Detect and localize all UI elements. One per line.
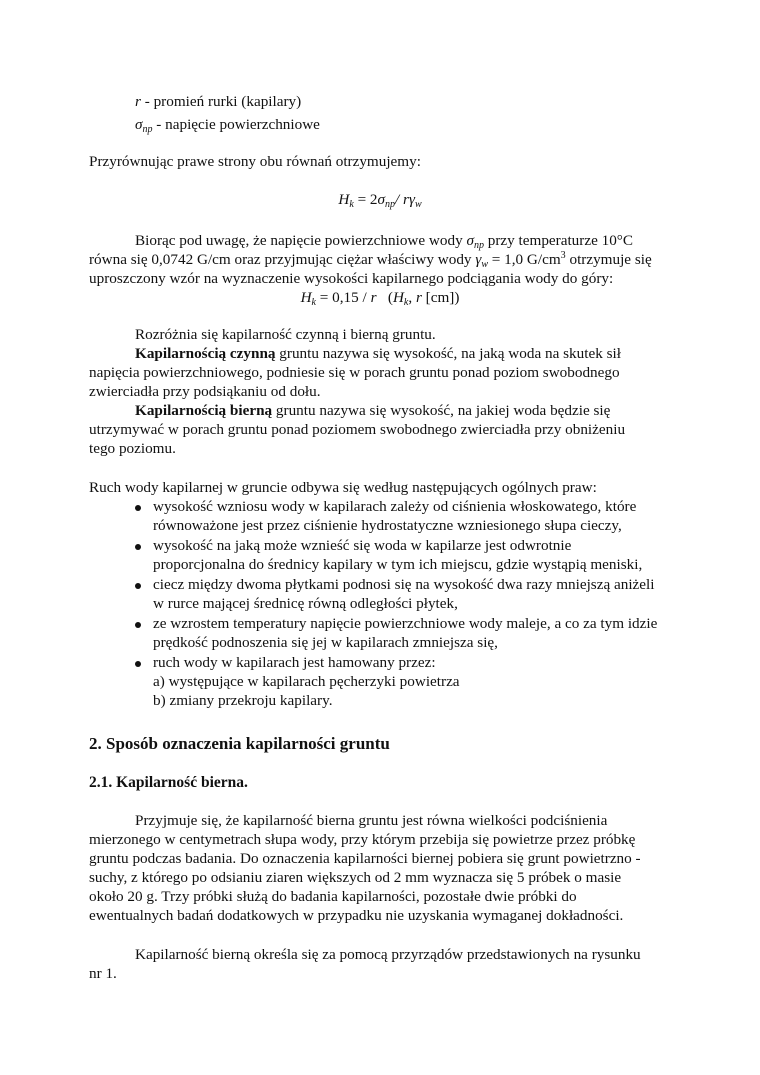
law-5-item-a: a) występujące w kapilarach pęcherzyki powietrza [153,673,460,690]
law-5-item-b: b) zmiany przekroju kapilary. [153,692,333,709]
para-taking-line1: Biorąc pod uwagę, że napięcie powierzchniowe wody $\sigma_{np}$ przy temperaturze 10°C [135,232,633,251]
active-capillarity-line3: zwierciadła przy podsiąkaniu od dołu. [89,383,321,400]
law-4-line1: ze wzrostem temperatury napięcie powierzchniowe wody maleje, a co za tym idzie [153,615,658,632]
formula-capillary-height: $H_k = 2\sigma_{np}/$ $r\gamma_w$ [338,191,422,210]
para-kinds-intro: Rozróżnia się kapilarność czynną i bierną gruntu. [135,326,436,343]
law-2-line1: wysokość na jaką może wznieść się woda w kapilarze jest odwrotnie [153,537,572,554]
method-line3: gruntu podczas badania. Do oznaczenia kapilarności biernej pobiera się grunt powietrzno - [89,850,641,867]
law-4-line2: prędkość podnoszenia się jej w kapilarach zmniejsza się, [153,634,498,651]
law-3-line2: w rurce mającej średnicę równą odległości płytek, [153,595,458,612]
term-active-capillarity: Kapilarnością czynną [135,345,276,362]
figure-ref-line1: Kapilarność bierną określa się za pomocą przyrządów przedstawionych na rysunku [135,946,641,963]
passive-capillarity-line1: Kapilarnością bierną gruntu nazywa się wysokość, na jakiej woda będzie się [135,402,611,419]
active-capillarity-line2: napięcia powierzchniowego, podniesie się w porach gruntu ponad poziom swobodnego [89,364,620,381]
passive-capillarity-line3: tego poziomu. [89,440,176,457]
law-1-line2: równoważone jest przez ciśnienie hydrostatyczne wzniesionego słupa cieczy, [153,517,622,534]
definition-sigma: $\sigma_{np}$ - napięcie powierzchniowe [135,116,320,135]
bullet-icon [135,622,141,628]
method-line5: około 20 g. Trzy próbki służą do badania kapilarności, pozostałe dwie próbki do [89,888,577,905]
law-2-line2: proporcjonalna do średnicy kapilary w tym ich miejscu, gdzie wystąpią meniski, [153,556,643,573]
bullet-icon [135,583,141,589]
symbol-sigma: σ [135,116,143,133]
para-taking-line2: równa się 0,0742 G/cm oraz przyjmując ciężar właściwy wody $\gamma_w = 1,0$ $G/cm^3$ otrzymuje się [89,250,652,270]
bullet-icon [135,505,141,511]
law-3-line1: ciecz między dwoma płytkami podnosi się na wysokość dwa razy mniejszą aniżeli [153,576,655,593]
passive-capillarity-line2: utrzymywać w porach gruntu ponad poziomem swobodnego zwierciadła przy obniżeniu [89,421,626,438]
figure-ref-line2: nr 1. [89,965,117,982]
active-capillarity-line1: Kapilarnością czynną gruntu nazywa się wysokość, na jaką woda na skutek sił [135,345,621,362]
section-heading-2: 2. Sposób oznaczenia kapilarności gruntu [89,734,390,753]
laws-intro: Ruch wody kapilarnej w gruncie odbywa się według następujących ogólnych praw: [89,479,597,496]
law-5-line1: ruch wody w kapilarach jest hamowany przez: [153,654,436,671]
method-line1: Przyjmuje się, że kapilarność bierna gruntu jest równa wielkości podciśnienia [135,812,608,829]
definition-r: r - promień rurki (kapilary) [135,93,302,110]
bullet-icon [135,544,141,550]
term-passive-capillarity: Kapilarnością bierną [135,402,273,419]
method-line4: suchy, z którego po odsianiu ziaren większych od 2 mm wyznacza się 5 próbek o masie [89,869,622,886]
method-line2: mierzonego w centymetrach słupa wody, przy którym przebija się powietrze przez próbkę [89,831,636,848]
para-taking-line3: uproszczony wzór na wyznaczenie wysokości kapilarnego podciągania wody do góry: [89,270,614,287]
section-heading-2-1: 2.1. Kapilarność bierna. [89,774,248,791]
bullet-icon [135,661,141,667]
intro-equate: Przyrównując prawe strony obu równań otrzymujemy: [89,153,421,170]
symbol-r: r [135,93,141,110]
formula-simplified: $H_k = 0,15 / r$ ($H_k$, r [cm]) [300,289,460,308]
method-line6: ewentualnych badań dodatkowych w przypadku nie uzyskania wymaganej dokładności. [89,907,624,924]
law-1-line1: wysokość wzniosu wody w kapilarach zależy od ciśnienia włoskowatego, które [153,498,637,515]
